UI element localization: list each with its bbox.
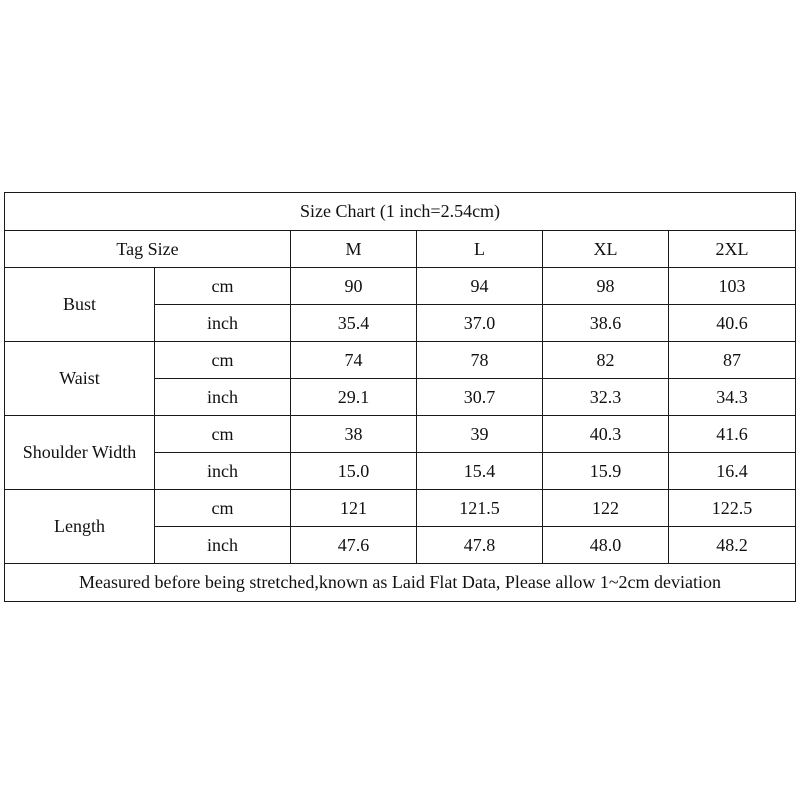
value-cell: 122.5 [669,490,796,527]
tag-size-label: Tag Size [5,231,291,268]
unit-cell: inch [155,453,291,490]
table-row [5,268,796,305]
value-cell: 15.4 [417,453,543,490]
unit-cell: inch [155,527,291,564]
title-row [5,193,796,231]
value-cell: 122 [543,490,669,527]
table-row [5,490,796,527]
value-cell: 121.5 [417,490,543,527]
value-cell: 40.6 [669,305,796,342]
value-cell: 74 [291,342,417,379]
value-cell: 98 [543,268,669,305]
value-cell: 37.0 [417,305,543,342]
table-row [5,342,796,379]
value-cell: 47.6 [291,527,417,564]
table-title: Size Chart (1 inch=2.54cm) [5,193,796,231]
size-header-cell: L [417,231,543,268]
size-chart-table [4,192,796,602]
value-cell: 38.6 [543,305,669,342]
size-header-row [5,231,796,268]
value-cell: 48.2 [669,527,796,564]
size-header-cell: M [291,231,417,268]
value-cell: 103 [669,268,796,305]
value-cell: 38 [291,416,417,453]
value-cell: 121 [291,490,417,527]
value-cell: 34.3 [669,379,796,416]
size-header-cell: XL [543,231,669,268]
measurement-name: Length [5,490,155,564]
measurement-name: Shoulder Width [5,416,155,490]
value-cell: 35.4 [291,305,417,342]
unit-cell: cm [155,490,291,527]
value-cell: 41.6 [669,416,796,453]
unit-cell: inch [155,305,291,342]
size-header-cell: 2XL [669,231,796,268]
value-cell: 47.8 [417,527,543,564]
measurement-name: Bust [5,268,155,342]
value-cell: 87 [669,342,796,379]
value-cell: 48.0 [543,527,669,564]
value-cell: 40.3 [543,416,669,453]
value-cell: 39 [417,416,543,453]
unit-cell: cm [155,416,291,453]
value-cell: 32.3 [543,379,669,416]
table-row [5,416,796,453]
unit-cell: cm [155,268,291,305]
value-cell: 29.1 [291,379,417,416]
unit-cell: cm [155,342,291,379]
value-cell: 15.0 [291,453,417,490]
value-cell: 30.7 [417,379,543,416]
value-cell: 94 [417,268,543,305]
value-cell: 78 [417,342,543,379]
value-cell: 15.9 [543,453,669,490]
unit-cell: inch [155,379,291,416]
value-cell: 82 [543,342,669,379]
measurement-name: Waist [5,342,155,416]
measurement-note: Measured before being stretched,known as Laid Flat Data, Please allow 1~2cm deviation [5,564,796,602]
value-cell: 16.4 [669,453,796,490]
value-cell: 90 [291,268,417,305]
note-row [5,564,796,602]
